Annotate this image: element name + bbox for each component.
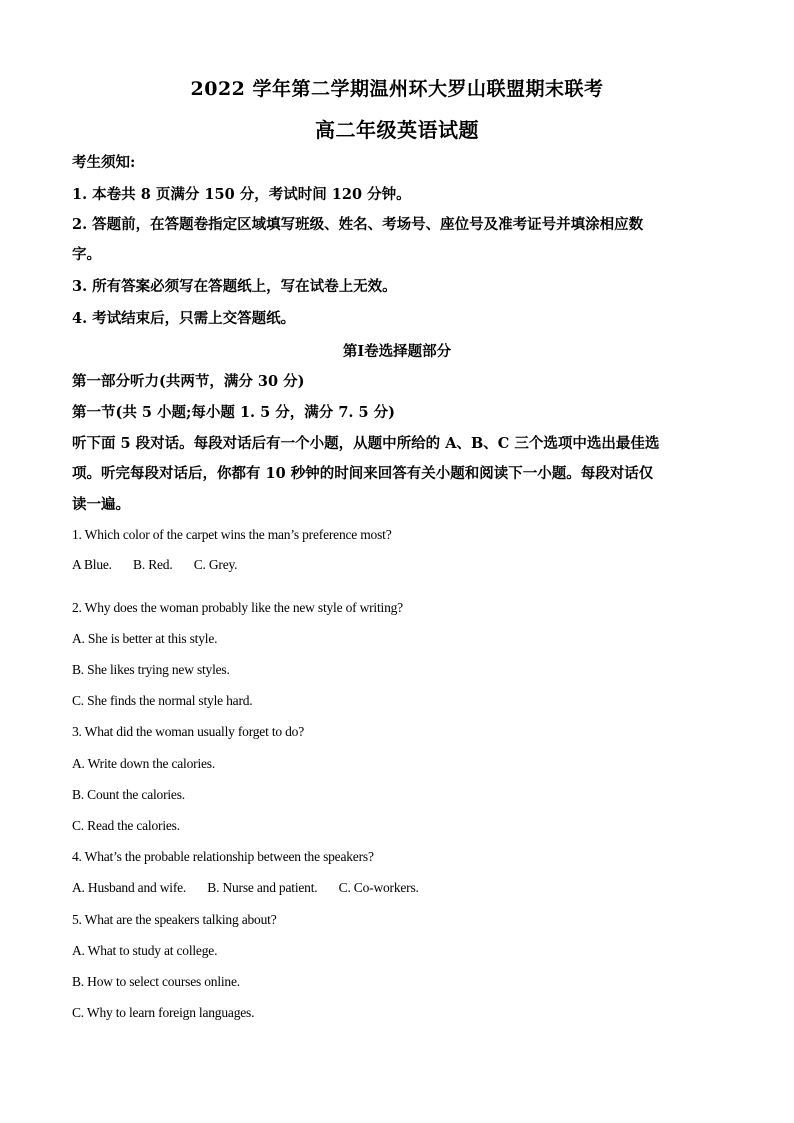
instruction-line: 听下面 5 段对话。每段对话后有一个小题，从题中所给的 A、B、C 三个选项中选出最佳选 [72,435,660,452]
option-c[interactable]: C. Why to learn foreign languages. [72,1005,255,1020]
question-stem: 5. What are the speakers talking about? [72,912,277,927]
option-b[interactable]: B. Red. [133,557,173,572]
option-a[interactable]: A. She is better at this style. [72,631,218,646]
notice-item: 3. 所有答案必须写在答题纸上，写在试卷上无效。 [72,278,397,295]
option-c[interactable]: C. Read the calories. [72,818,180,833]
option-c[interactable]: C. She finds the normal style hard. [72,693,253,708]
question-stem: 4. What’s the probable relationship between the speakers? [72,849,374,864]
volume-heading: 第Ⅰ卷选择题部分 [342,343,452,360]
option-a[interactable]: A. What to study at college. [72,943,218,958]
option-b[interactable]: B. Count the calories. [72,787,185,802]
instruction-line: 读一遍。 [72,496,130,513]
notice-item: 字。 [72,246,101,263]
instruction-line: 项。听完每段对话后，你都有 10 秒钟的时间来回答有关小题和阅读下一小题。每段对话仅 [72,465,654,482]
question-stem: 2. Why does the woman probably like the new style of writing? [72,600,403,615]
option-b[interactable]: B. Nurse and patient. [207,880,318,895]
question-options [72,880,732,896]
option-a[interactable]: A. Husband and wife. [72,880,187,895]
notice-item: 1. 本卷共 8 页满分 150 分，考试时间 120 分钟。 [72,186,411,203]
option-a[interactable]: A Blue. [72,557,112,572]
part-heading: 第一部分听力(共两节，满分 30 分) [72,373,305,390]
question-stem: 1. Which color of the carpet wins the man’s preference most? [72,527,392,542]
option-a[interactable]: A. Write down the calories. [72,756,216,771]
option-b[interactable]: B. She likes trying new styles. [72,662,230,677]
subsection-heading: 第一节(共 5 小题;每小题 1. 5 分，满分 7. 5 分) [72,404,395,421]
exam-title: 2022 学年第二学期温州环大罗山联盟期末联考 [190,78,604,100]
notice-heading: 考生须知: [72,154,136,171]
option-c[interactable]: C. Co-workers. [338,880,419,895]
question-options [72,557,732,573]
exam-subtitle: 高二年级英语试题 [315,118,479,142]
option-b[interactable]: B. How to select courses online. [72,974,240,989]
option-c[interactable]: C. Grey. [193,557,238,572]
notice-item: 2. 答题前，在答题卷指定区域填写班级、姓名、考场号、座位号及准考证号并填涂相应数 [72,216,644,233]
question-stem: 3. What did the woman usually forget to do? [72,724,304,739]
notice-item: 4. 考试结束后，只需上交答题纸。 [72,310,296,327]
